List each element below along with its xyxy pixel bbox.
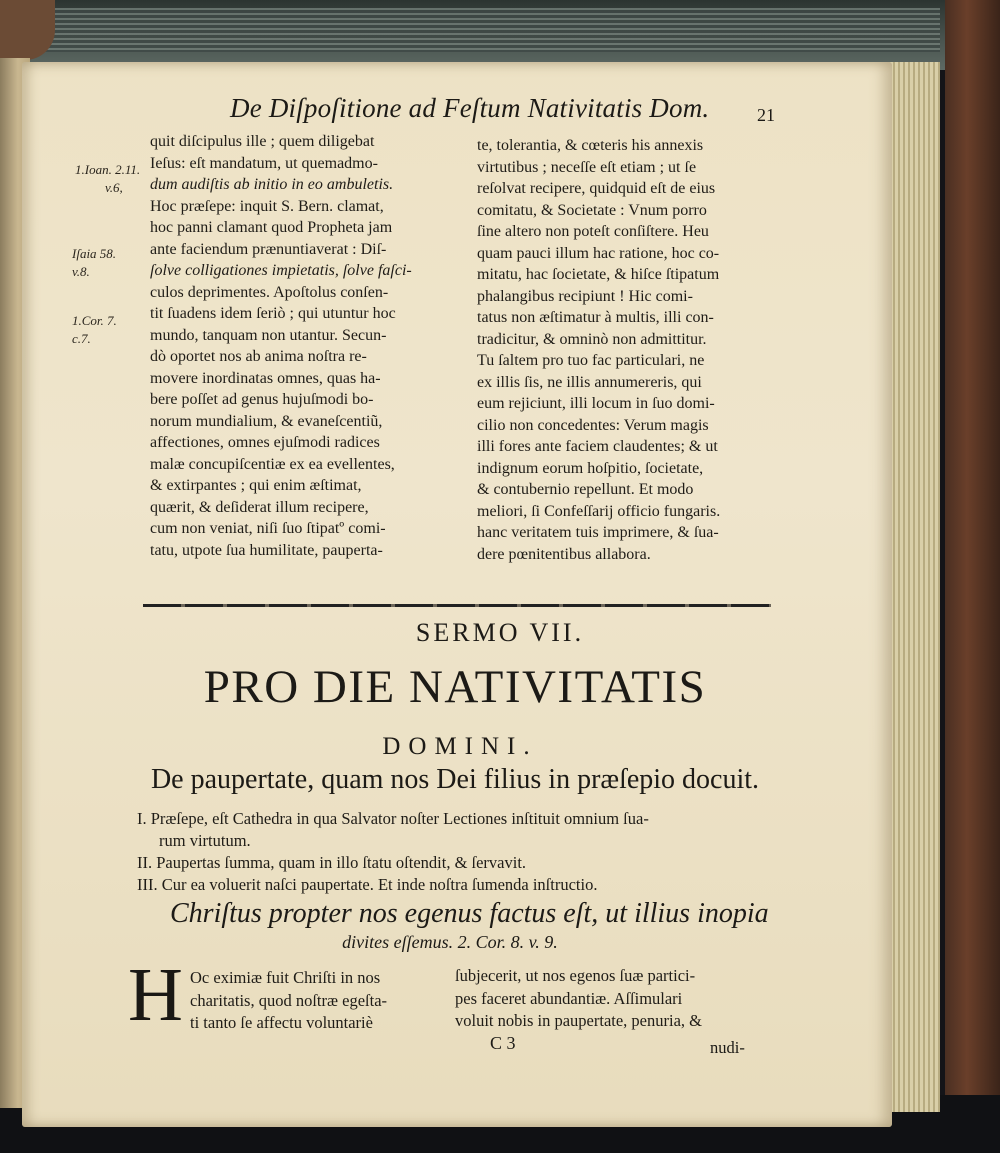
right-text-column — [477, 135, 787, 565]
text-line: eum rejiciunt, illi locum in ſuo domi- — [477, 395, 715, 412]
text-line: ſolve colligationes impietatis, ſolve faſci- — [150, 262, 412, 279]
scripture-reference: divites eſſemus. 2. Cor. 8. v. 9. — [342, 932, 558, 952]
page-number: 21 — [757, 105, 775, 125]
outline-point: rum virtutum. — [159, 831, 251, 850]
text-line: quam pauci illum hac ratione, hoc co- — [477, 244, 720, 262]
text-line: Tu ſaltem pro tuo fac particulari, ne — [477, 352, 705, 369]
sermon-subtitle: De paupertate, quam nos Dei filius in præſepio docuit. — [150, 764, 760, 795]
text-line: mundo, tanquam non utantur. Secun- — [150, 326, 387, 344]
text-line: tatu, utpote ſua humilitate, pauperta- — [150, 541, 383, 559]
text-line: comitatu, & Societate : Vnum porro — [477, 201, 707, 219]
scripture-motto: Chriſtus propter nos egenus factus eſt, ut illius inopia — [170, 898, 769, 929]
sermon-body-right — [455, 965, 702, 1033]
text-line: te, tolerantia, & cœteris his annexis — [477, 137, 704, 154]
text-line: ante faciendum prænuntiaverat : Diſ- — [150, 240, 387, 258]
text-line: Ieſus: eſt mandatum, ut quemadmo- — [150, 154, 378, 172]
text-line: hanc veritatem tuis imprimere, & ſua- — [477, 524, 719, 541]
signature-mark: C 3 — [490, 1033, 516, 1053]
text-line: culos deprimentes. Apoſtolus conſen- — [150, 283, 389, 301]
text-line: Oc eximiæ fuit Chriſti in nos — [190, 968, 381, 987]
text-line: meliori, ſi Confeſſarij officio fungaris. — [477, 502, 721, 520]
text-line: dere pœnitentibus allabora. — [477, 545, 651, 563]
text-line: tit ſuadens idem ſeriò ; qui utuntur hoc — [150, 305, 396, 322]
margin-note: v.8. — [72, 264, 90, 279]
text-line: norum mundialium, & evaneſcentiũ, — [150, 412, 383, 430]
page-edges-top — [40, 8, 940, 52]
text-line: illi fores ante faciem claudentes; & ut — [477, 438, 718, 455]
text-line: movere inordinatas omnes, quas ha- — [150, 369, 381, 387]
text-line: affectiones, omnes ejuſmodi radices — [150, 434, 380, 451]
text-line: dò oportet nos ab anima noſtra re- — [150, 348, 367, 365]
left-text-column — [150, 131, 460, 561]
text-line: tradicitur, & omninò non admittitur. — [477, 330, 707, 348]
sermon-title: PRO DIE NATIVITATIS — [203, 661, 707, 713]
text-line: Hoc præſepe: inquit S. Bern. clamat, — [150, 197, 384, 215]
text-line: tatus non æſtimatur à multis, illi con- — [477, 309, 714, 326]
margin-note: 1.Cor. 7. — [72, 313, 117, 328]
text-line: charitatis, quod noſtræ egeſta- — [190, 990, 388, 1010]
text-line: cum non veniat, niſi ſuo ſtipatº comi- — [150, 520, 386, 537]
margin-note: Iſaia 58. — [72, 246, 117, 261]
outline-point: III. Cur ea voluerit naſci paupertate. Et inde noſtra ſumenda inſtructio. — [137, 875, 598, 894]
text-line: virtutibus ; neceſſe eſt etiam ; ut ſe — [477, 158, 697, 176]
margin-note: c.7. — [72, 331, 91, 346]
text-line: dum audiſtis ab initio in eo ambuletis. — [150, 176, 394, 193]
outline-point: I. Præſepe, eſt Cathedra in qua Salvator noſter Lectiones inſtituit omnium ſua- — [137, 809, 649, 828]
text-line: voluit nobis in paupertate, penuria, & — [455, 1011, 702, 1030]
text-line: bere poſſet ad genus hujuſmodi bo- — [150, 391, 374, 408]
text-line: pes faceret abundantiæ. Aſſimulari — [455, 988, 683, 1008]
text-line: mitatu, hac ſocietate, & hiſce ſtipatum — [477, 266, 720, 283]
margin-note: v.6, — [105, 180, 123, 195]
text-line: indignum eorum hoſpitio, ſocietate, — [477, 459, 704, 477]
outline-point: II. Paupertas ſumma, quam in illo ſtatu oſtendit, & ſervavit. — [137, 853, 527, 872]
text-line: ſubjecerit, ut nos egenos ſuæ partici- — [455, 966, 696, 985]
text-line: quærit, & deſiderat illum recipere, — [150, 498, 369, 516]
text-line: reſolvat recipere, quidquid eſt de eius — [477, 180, 716, 197]
margin-note: 1.Ioan. 2.11. — [75, 162, 141, 177]
text-line: ſine altero non poteſt conſiſtere. Heu — [477, 223, 709, 240]
text-line: & extirpantes ; qui enim æſtimat, — [150, 477, 362, 494]
decorative-rule — [143, 604, 771, 607]
sermon-body-left — [190, 967, 387, 1035]
catchword: nudi- — [710, 1038, 745, 1057]
text-line: quit diſcipulus ille ; quem diligebat — [150, 133, 375, 150]
drop-cap: H — [128, 953, 183, 1037]
sermon-number: SERMO VII. — [415, 618, 585, 647]
text-line: cilio non concedentes: Verum magis — [477, 416, 709, 434]
sermon-title-line2: DOMINI. — [382, 733, 538, 760]
text-line: & contubernio repellunt. Et modo — [477, 481, 694, 498]
text-line: phalangibus recipiunt ! Hic comi- — [477, 287, 693, 305]
text-line: malæ concupiſcentiæ ex ea evellentes, — [150, 455, 395, 473]
running-title: De Diſpoſitione ad Feſtum Nativitatis Dom. — [230, 93, 710, 123]
sermon-outline — [137, 808, 649, 896]
text-line: ti tanto ſe affectu voluntariè — [190, 1013, 373, 1032]
text-line: hoc panni clamant quod Propheta jam — [150, 219, 393, 236]
text-line: ex illis ſis, ne illis annumereris, qui — [477, 373, 702, 391]
book-cover-right — [945, 0, 1000, 1153]
